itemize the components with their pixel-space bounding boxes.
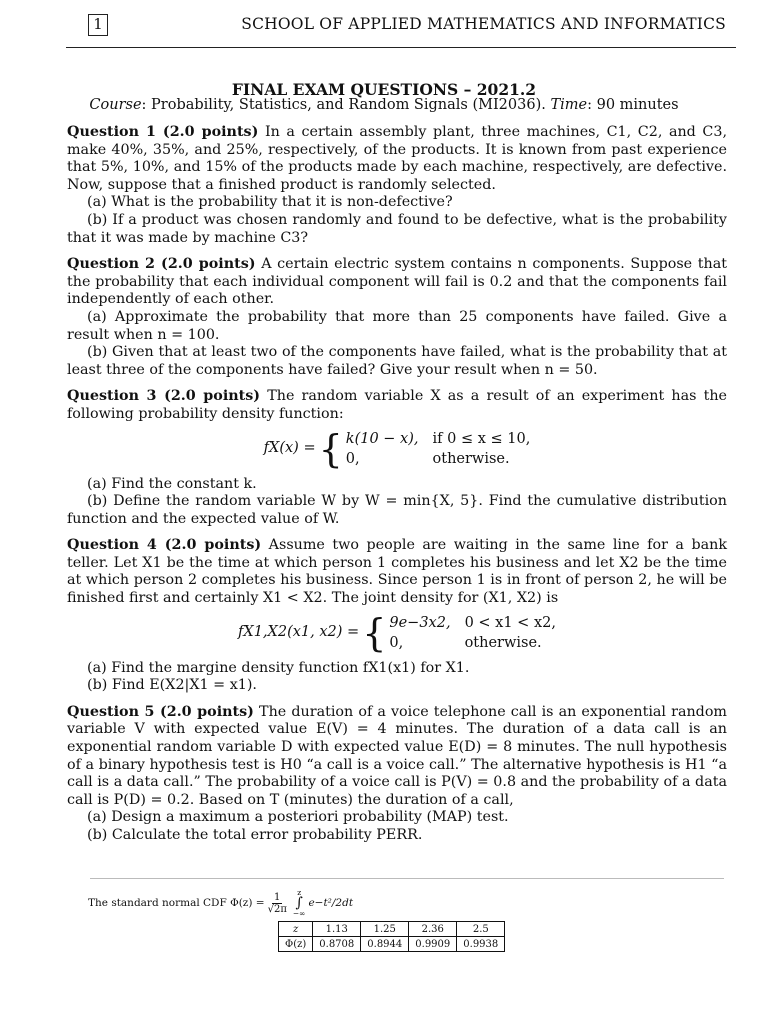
joint-density-formula [67,610,727,655]
table-cell: 0.9938 [457,937,505,952]
cdf-table [278,921,505,952]
question-5-part-a: (a) Design a maximum a posteriori probability (MAP) test. [87,809,509,826]
page-header [66,12,736,48]
question-1-part-b: (b) If a product was chosen randomly and found to be defective, what is the probability that it was made by machine C3? [67,211,727,246]
question-4-part-a: (a) Find the margine density function fX1(x1) for X1. [87,659,470,676]
case2-expr: 0, [345,450,360,467]
table-cell: z [279,922,313,937]
pdf-formula-cases [346,430,531,468]
question-5-part-b: (b) Calculate the total error probability PERR. [87,827,423,843]
page-number: 1 [88,14,108,36]
question-3-text: The random variable X as a result of an experiment has the following probability density function: [67,388,727,422]
footer-divider [90,878,724,879]
brace-symbol: { [318,426,343,471]
course-text: : Probability, Statistics, and Random Signals (MI2036). [141,97,551,113]
question-2 [67,256,727,379]
cdf-fraction [268,892,287,915]
cdf-note-text: The standard normal CDF Φ(z) = [88,897,265,909]
int-upper: z [297,888,302,897]
question-1 [67,124,727,247]
question-3-head: Question 3 (2.0 points) [67,388,261,405]
question-4-head: Question 4 (2.0 points) [67,537,262,554]
pdf-formula-lhs: fX(x) = [263,439,316,456]
integral-symbol [293,888,306,918]
cdf-definition [88,888,353,918]
case1-cond: 0 < x1 < x2, [464,614,556,631]
exam-title: FINAL EXAM QUESTIONS – 2021.2 [231,80,537,99]
case2-cond: otherwise. [432,450,510,467]
table-cell: 1.25 [361,922,409,937]
time-text: : 90 minutes [587,97,679,113]
question-4-text: Assume two people are waiting in the same line for a bank teller. Let X1 be the time at which person 1 completes his business and let X2 be the time at which person 2 completes his business. Since person 1 is in front of person 2, he will be finished first and certainly X1 < X2. The joint density for (X1, X2) is [67,537,727,607]
question-4 [67,537,727,695]
question-3-part-b: (b) Define the random variable W by W = min{X, 5}. Find the cumulative distribution function and the expected value of W. [67,493,727,527]
question-1-text: In a certain assembly plant, three machines, C1, C2, and C3, make 40%, 35%, and 25%, respectively, of the products. It is known from past experience that 5%, 10%, and 15% of the products made by each machine, respectively, are defective. Now, suppose that a finished product is randomly selected. [67,124,727,193]
school-name: SCHOOL OF APPLIED MATHEMATICS AND INFORMATICS [241,15,726,33]
cdf-frac-den: √2π [267,903,287,915]
course-label: Course [89,97,142,113]
question-1-head: Question 1 (2.0 points) [67,124,259,140]
table-cell: 2.36 [409,922,457,937]
brace-symbol: { [362,610,387,655]
case1-cond: if 0 ≤ x ≤ 10, [432,430,531,447]
table-row [279,937,505,952]
table-cell: 2.5 [457,922,505,937]
question-3 [67,388,727,528]
question-2-part-b: (b) Given that at least two of the components have failed, what is the probability that at least three of the components have failed? Give your result when n = 50. [67,344,727,378]
case2-expr: 0, [389,634,404,651]
table-row [279,922,505,937]
question-2-text: A certain electric system contains n components. Suppose that the probability that each individual component will fail is 0.2 and that the components fail independently of each other. [67,256,727,308]
question-4-part-b: (b) Find E(X2|X1 = x1). [87,677,257,694]
table-cell: Φ(z) [279,937,313,952]
case1-expr: 9e−3x2, [389,614,451,631]
exam-subtitle [0,97,768,113]
question-2-part-a: (a) Approximate the probability that more than 25 components have failed. Give a result when n = 100. [67,308,727,343]
question-2-head: Question 2 (2.0 points) [67,256,256,273]
cdf-frac-num: 1 [274,891,281,903]
time-label: Time [550,97,588,113]
exam-body [67,124,727,854]
question-5-text: The duration of a voice telephone call is an exponential random variable V with expected value E(V) = 4 minutes. The duration of a data call is an exponential random variable D with expected value E(D) = 8 minutes. The null hypothesis of a binary hypothesis test is H0 “a call is a voice call.” The alternative hypothesis is H1 “a call is a data call.” The probability of a voice call is P(V) = 0.8 and the probability of a data call is P(D) = 0.2. Based on T (minutes) the duration of a call, [67,703,727,808]
question-5-head: Question 5 (2.0 points) [67,703,254,720]
question-1-part-a: (a) What is the probability that it is non-defective? [87,194,453,211]
question-3-part-a: (a) Find the constant k. [87,475,257,492]
int-sign-icon: ∫ [295,895,303,911]
case1-expr: k(10 − x), [345,430,419,447]
table-cell: 0.8944 [361,937,409,952]
joint-formula-lhs: fX1,X2(x1, x2) = [238,623,360,640]
cdf-integrand: e−t²/2dt [308,897,354,909]
int-lower: −∞ [292,909,306,918]
table-cell: 0.8708 [313,937,361,952]
pdf-formula [67,426,727,471]
case2-cond: otherwise. [464,634,542,651]
joint-formula-cases [389,614,556,652]
table-cell: 1.13 [313,922,361,937]
question-5 [67,704,727,845]
table-cell: 0.9909 [409,937,457,952]
